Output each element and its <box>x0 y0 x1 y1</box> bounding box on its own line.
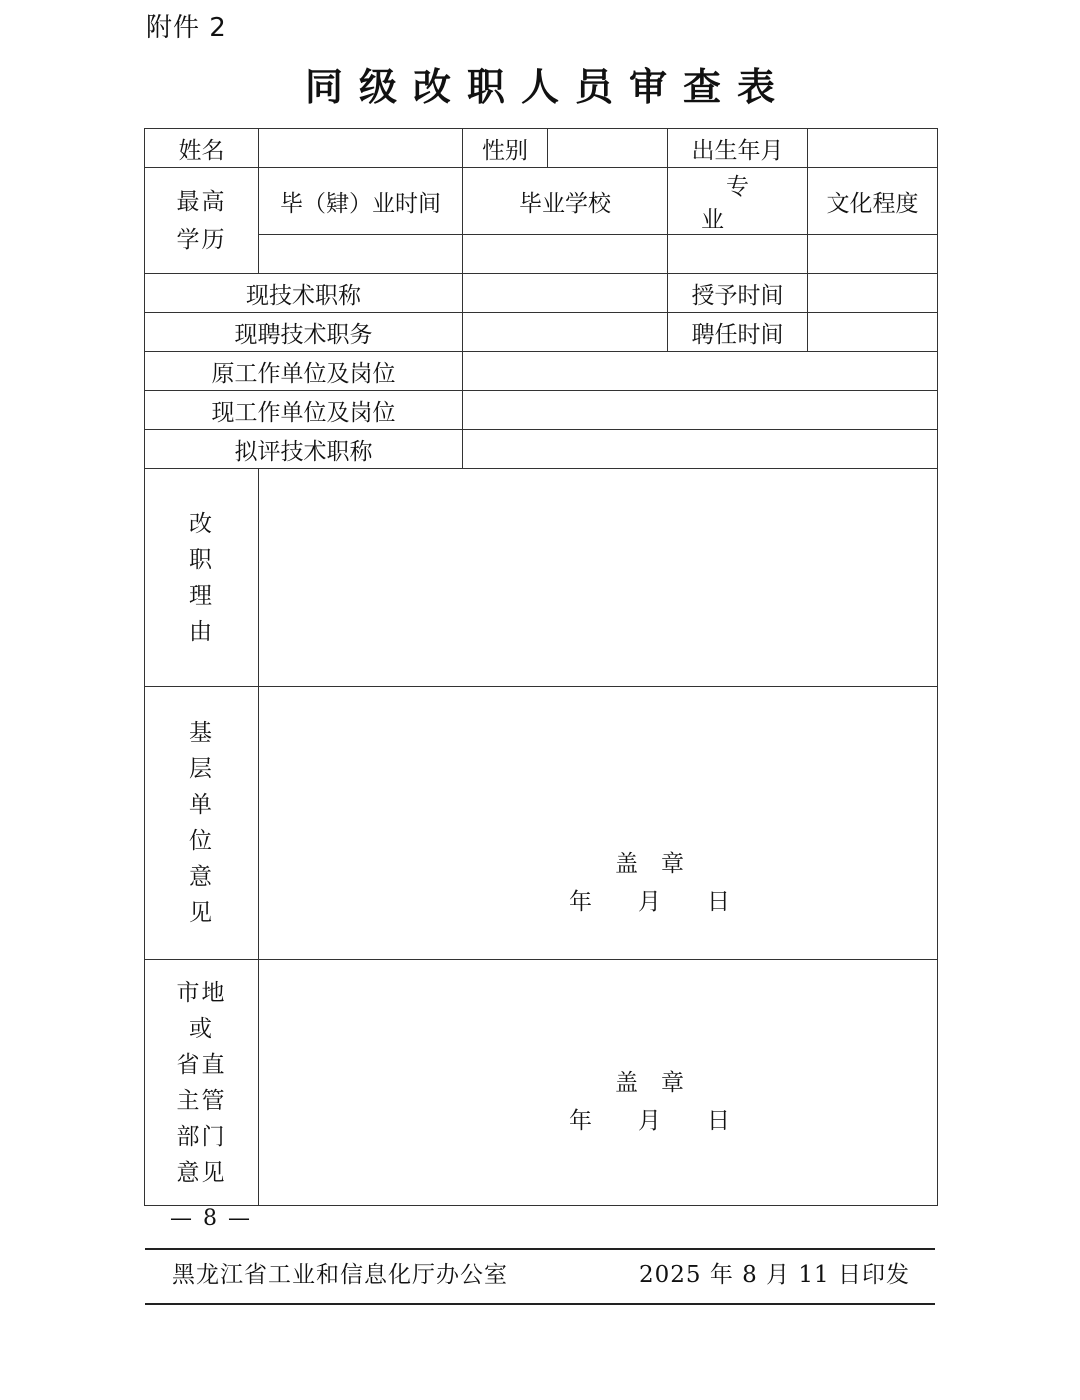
row-current-position <box>145 313 938 352</box>
row-proposed-title <box>145 430 938 469</box>
base-unit-label-char: 见 <box>189 900 214 926</box>
current-unit-label: 现工作单位及岗位 <box>145 391 463 430</box>
gender-field[interactable] <box>548 129 668 168</box>
reason-label-char: 理 <box>189 582 214 609</box>
city-label-line: 部门 <box>176 1123 227 1150</box>
base-unit-seal-block <box>569 845 730 921</box>
row-basic-info <box>145 129 938 168</box>
base-unit-date-text: 年 月 日 <box>569 889 730 915</box>
city-label-line: 意见 <box>176 1159 227 1186</box>
base-unit-label-char: 层 <box>189 756 214 782</box>
row-education-headers <box>145 168 938 235</box>
city-label-line: 或 <box>189 1015 214 1042</box>
review-form-table <box>144 128 938 1206</box>
row-base-unit-opinion <box>145 687 938 960</box>
base-unit-opinion-label <box>145 687 259 960</box>
city-opinion-field[interactable] <box>259 960 938 1206</box>
base-unit-seal-area <box>259 687 937 959</box>
reason-field[interactable] <box>259 469 938 687</box>
row-current-unit <box>145 391 938 430</box>
current-title-label: 现技术职称 <box>145 274 463 313</box>
education-label-line1: 最高 <box>176 188 227 215</box>
footer-bottom-rule <box>145 1303 935 1305</box>
current-position-label: 现聘技术职务 <box>145 313 463 352</box>
footer-office: 黑龙江省工业和信息化厅办公室 <box>172 1262 508 1288</box>
grant-time-label: 授予时间 <box>668 274 808 313</box>
base-unit-label-char: 基 <box>189 720 214 746</box>
base-unit-opinion-field[interactable] <box>259 687 938 960</box>
name-label: 姓名 <box>145 129 259 168</box>
degree-field[interactable] <box>808 235 938 274</box>
reason-label <box>145 469 259 687</box>
hire-time-field[interactable] <box>808 313 938 352</box>
footer-issue-date: 2025 年 8 月 11 日印发 <box>639 1262 910 1288</box>
school-label: 毕业学校 <box>463 168 668 235</box>
attachment-label: 附件 2 <box>146 13 227 43</box>
reason-label-char: 改 <box>189 510 214 537</box>
proposed-title-label: 拟评技术职称 <box>145 430 463 469</box>
reason-label-char: 职 <box>189 546 214 573</box>
education-label-line2: 学历 <box>176 226 227 253</box>
city-label-line: 主管 <box>176 1087 227 1114</box>
original-unit-field[interactable] <box>463 352 938 391</box>
row-reason <box>145 469 938 687</box>
city-seal-block <box>569 1064 730 1140</box>
school-field[interactable] <box>463 235 668 274</box>
hire-time-label: 聘任时间 <box>668 313 808 352</box>
city-date-text: 年 月 日 <box>569 1108 730 1134</box>
birth-field[interactable] <box>808 129 938 168</box>
city-opinion-label <box>145 960 259 1206</box>
row-education-values <box>145 235 938 274</box>
footer-top-rule <box>145 1248 935 1250</box>
city-seal-area <box>259 960 937 1205</box>
major-label: 专业 <box>668 168 808 235</box>
reason-label-char: 由 <box>189 618 214 645</box>
original-unit-label: 原工作单位及岗位 <box>145 352 463 391</box>
grant-time-field[interactable] <box>808 274 938 313</box>
current-position-field[interactable] <box>463 313 668 352</box>
row-current-title <box>145 274 938 313</box>
proposed-title-field[interactable] <box>463 430 938 469</box>
base-unit-seal-text: 盖 章 <box>615 851 684 877</box>
name-field[interactable] <box>259 129 463 168</box>
education-label <box>145 168 259 274</box>
graduation-time-label: 毕（肄）业时间 <box>259 168 463 235</box>
row-original-unit <box>145 352 938 391</box>
birth-label: 出生年月 <box>668 129 808 168</box>
city-label-line: 市地 <box>176 979 227 1006</box>
current-title-field[interactable] <box>463 274 668 313</box>
current-unit-field[interactable] <box>463 391 938 430</box>
gender-label: 性别 <box>463 129 548 168</box>
base-unit-label-char: 意 <box>189 864 214 890</box>
base-unit-label-char: 位 <box>189 828 214 854</box>
graduation-time-field[interactable] <box>259 235 463 274</box>
page-number: — 8 — <box>170 1206 252 1231</box>
major-field[interactable] <box>668 235 808 274</box>
base-unit-label-char: 单 <box>189 792 214 818</box>
row-city-opinion <box>145 960 938 1206</box>
city-label-line: 省直 <box>176 1051 227 1078</box>
city-seal-text: 盖 章 <box>615 1070 684 1096</box>
degree-label: 文化程度 <box>808 168 938 235</box>
form-title: 同级改职人员审查表 <box>304 65 791 109</box>
